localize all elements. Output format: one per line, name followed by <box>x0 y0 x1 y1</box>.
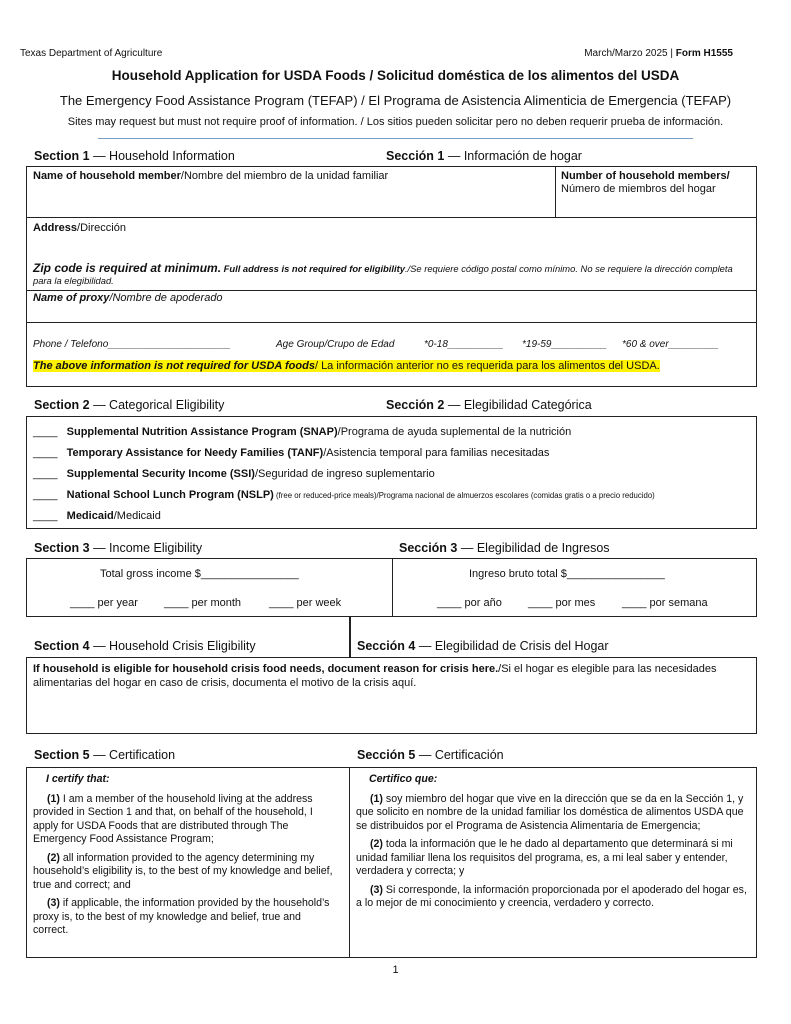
section2-heading <box>34 398 224 412</box>
snap-label-es: /Programa de ayuda suplemental de la nutrición <box>337 426 572 438</box>
age-19-59-field[interactable]: *19-59__________ <box>522 339 608 350</box>
cert-item-number: (3) <box>370 883 383 896</box>
member-name-label-es: /Nombre del miembro de la unidad familiar <box>180 170 389 182</box>
members-label: Number of household members/ <box>561 170 730 182</box>
nslp-blank: ____ <box>33 489 58 501</box>
por-ano-option[interactable]: ____ por año <box>437 597 502 609</box>
cert-item-text: all information provided to the agency determining my household’s eligibility is, to the best of my knowledge and belief, true and correct; and <box>33 851 333 891</box>
address-label: Address <box>33 222 78 234</box>
section4-heading <box>34 639 256 653</box>
cert-item-text: toda la información que le he dado al departamento que determinará si mi unidad familiar llena los requisitos del programa, es, a mi leal saber y entender, verdadera y correcta; y <box>356 838 733 877</box>
section1-heading <box>34 149 235 163</box>
agency-name: Texas Department of Agriculture <box>20 48 163 59</box>
crisis-reason-bold: If household is eligible for household crisis food needs, document reason for crisis here. <box>33 663 499 675</box>
cert-item <box>33 852 338 893</box>
cert-item-number: (1) <box>47 792 60 805</box>
cert-item <box>33 793 338 847</box>
medicaid-label-es: /Medicaid <box>113 510 161 522</box>
snap-blank: ____ <box>33 426 58 438</box>
section4-divider <box>349 617 351 657</box>
section2-heading-es <box>386 398 592 412</box>
tanf-option[interactable] <box>33 447 549 459</box>
row-divider <box>26 322 757 323</box>
proxy-label-es: /Nombre de apoderado <box>109 292 223 304</box>
zip-note-rest: ./Se requiere código postal como mínimo. No se requiere la dirección completa para la elegibilidad. <box>33 263 733 286</box>
section1-title: — Household Information <box>93 149 235 163</box>
form-date <box>584 48 733 59</box>
snap-option[interactable] <box>33 426 571 438</box>
medicaid-option[interactable] <box>33 510 161 522</box>
crisis-reason-rest: /Si el hogar es elegible para las necesidades alimentarias del hogar en caso de crisis, documenta el motivo de la crisis aquí. <box>33 663 717 689</box>
tanf-blank: ____ <box>33 447 58 459</box>
tanf-label-es: /Asistencia temporal para familias necesitadas <box>323 447 550 459</box>
section4-number: Section 4 <box>34 639 90 653</box>
age-group-label: Age Group/Crupo de Edad <box>276 339 395 350</box>
proxy-label: Name of proxy <box>33 292 110 304</box>
certification-en <box>33 773 338 943</box>
gross-income-field[interactable]: Total gross income $________________ <box>100 568 299 580</box>
ssi-blank: ____ <box>33 468 58 480</box>
zip-note <box>33 262 753 287</box>
cert-item-text: if applicable, the information provided by the household’s proxy is, to the best of my knowledge and belief, true and correct. <box>33 897 330 936</box>
ssi-option[interactable] <box>33 468 435 480</box>
proxy-field[interactable] <box>33 292 223 304</box>
tanf-label: Temporary Assistance for Needy Families (TANF) <box>66 447 324 459</box>
household-members-field[interactable] <box>561 170 751 196</box>
age-0-18-field[interactable]: *0-18__________ <box>424 339 504 350</box>
certify-heading-es: Certifico que: <box>369 773 438 785</box>
section2-number-es: Sección 2 <box>386 398 445 412</box>
cert-item-number: (1) <box>370 792 383 805</box>
col-divider <box>349 767 350 958</box>
cert-item <box>33 897 338 938</box>
section3-heading-es <box>399 541 610 555</box>
address-label-es: /Dirección <box>77 222 126 234</box>
not-required-bold: The above information is not required for USDA foods <box>33 360 315 372</box>
section1-title-es: — Información de hogar <box>447 149 582 163</box>
row-divider <box>26 217 757 218</box>
cert-item-es <box>356 793 751 834</box>
members-label-es: Número de miembros del hogar <box>561 183 716 195</box>
medicaid-label: Medicaid <box>66 510 114 522</box>
zip-note-bold2: Full address is not required for eligibility <box>223 263 405 274</box>
section3-title: — Income Eligibility <box>93 541 203 555</box>
section5-heading <box>34 748 175 762</box>
por-mes-option[interactable]: ____ por mes <box>528 597 596 609</box>
crisis-reason-label <box>33 662 733 690</box>
section1-heading-es <box>386 149 582 163</box>
section1-number-es: Sección 1 <box>386 149 445 163</box>
per-week-option[interactable]: ____ per week <box>269 597 342 609</box>
cert-item-number: (3) <box>47 897 60 909</box>
section4-number-es: Sección 4 <box>357 639 416 653</box>
section3-title-es: — Elegibilidad de Ingresos <box>460 541 610 555</box>
ssi-label: Supplemental Security Income (SSI) <box>66 468 255 480</box>
per-month-option[interactable]: ____ per month <box>164 597 242 609</box>
per-year-option[interactable]: ____ per year <box>70 597 138 609</box>
form-date-text: March/Marzo 2025 | <box>584 48 673 59</box>
medicaid-blank: ____ <box>33 510 58 522</box>
page-title: Household Application for USDA Foods / Solicitud doméstica de los alimentos del USDA <box>111 68 680 83</box>
nslp-option[interactable] <box>33 489 655 501</box>
section2-title: — Categorical Eligibility <box>93 398 225 412</box>
cert-item-number: (2) <box>370 838 383 850</box>
certify-heading: I certify that: <box>46 773 110 785</box>
section3-number: Section 3 <box>34 541 90 555</box>
section3-number-es: Sección 3 <box>399 541 458 555</box>
nslp-label: National School Lunch Program (NSLP) <box>66 489 274 501</box>
section5-heading-es <box>357 748 504 762</box>
zip-note-bold: Zip code is required at minimum. <box>33 261 222 275</box>
section5-number-es: Sección 5 <box>357 748 416 762</box>
ssi-label-es: /Seguridad de ingreso suplementario <box>254 468 435 480</box>
col-divider <box>392 558 393 617</box>
not-required-rest: / La información anterior no es requerida para los alimentos del USDA. <box>314 360 660 372</box>
section4-heading-es <box>357 639 609 653</box>
member-name-field[interactable] <box>33 170 388 182</box>
member-name-label: Name of household member <box>33 170 181 182</box>
section4-title: — Household Crisis Eligibility <box>93 639 256 653</box>
cert-item-text: I am a member of the household living at the address provided in Section 1 and that, on behalf of the household, I apply for USDA Foods that are distributed through The Emergency Food Assistance Program; <box>33 792 313 845</box>
not-required-notice <box>33 360 660 372</box>
snap-label: Supplemental Nutrition Assistance Program (SNAP) <box>66 426 338 438</box>
section4-title-es: — Elegibilidad de Crisis del Hogar <box>418 639 609 653</box>
proof-note: Sites may request but must not require proof of information. / Los sitios pueden solicitar pero no deben requerir prueba de información. <box>67 116 724 128</box>
section1-number: Section 1 <box>34 149 90 163</box>
section5-number: Section 5 <box>34 748 90 762</box>
col-divider <box>555 166 556 217</box>
section5-title: — Certification <box>93 748 176 762</box>
age-60-over-field[interactable]: *60 & over_________ <box>622 339 719 350</box>
certification-es <box>356 773 751 916</box>
page-subtitle: The Emergency Food Assistance Program (TEFAP) / El Programa de Asistencia Alimenticia de Emergencia (TEFAP) <box>59 93 732 108</box>
cert-item-es <box>356 884 751 911</box>
form-number: Form H1555 <box>675 48 733 59</box>
nslp-label-detail: (free or reduced-price meals)/Programa nacional de almuerzos escolares (comidas gratis o a precio reducido) <box>273 491 655 500</box>
cert-item-text: soy miembro del hogar que vive en la dirección que se da en la Sección 1, y que solicito en nombre de la unidad familiar los doméstica de alimentos USDA que se distribuidos por el Programa de Asistencia Alimentaria de Emergencia; <box>356 792 744 832</box>
address-field[interactable] <box>33 222 126 234</box>
section2-title-es: — Elegibilidad Categórica <box>447 398 592 412</box>
cert-item-text: Si corresponde, la información proporcionada por el apoderado del hogar es, a lo mejor de mi conocimiento y creencia, verdadero y correcto. <box>356 883 747 909</box>
cert-item-number: (2) <box>47 851 60 864</box>
cert-item-es <box>356 838 751 879</box>
page-number: 1 <box>392 964 399 976</box>
row-divider <box>26 290 757 291</box>
section2-number: Section 2 <box>34 398 90 412</box>
phone-field[interactable]: Phone / Telefono______________________ <box>33 339 231 350</box>
gross-income-field-es[interactable]: Ingreso bruto total $________________ <box>469 568 665 580</box>
header-divider <box>98 138 693 139</box>
por-semana-option[interactable]: ____ por semana <box>622 597 708 609</box>
section3-heading <box>34 541 202 555</box>
section5-title-es: — Certificación <box>418 748 504 762</box>
